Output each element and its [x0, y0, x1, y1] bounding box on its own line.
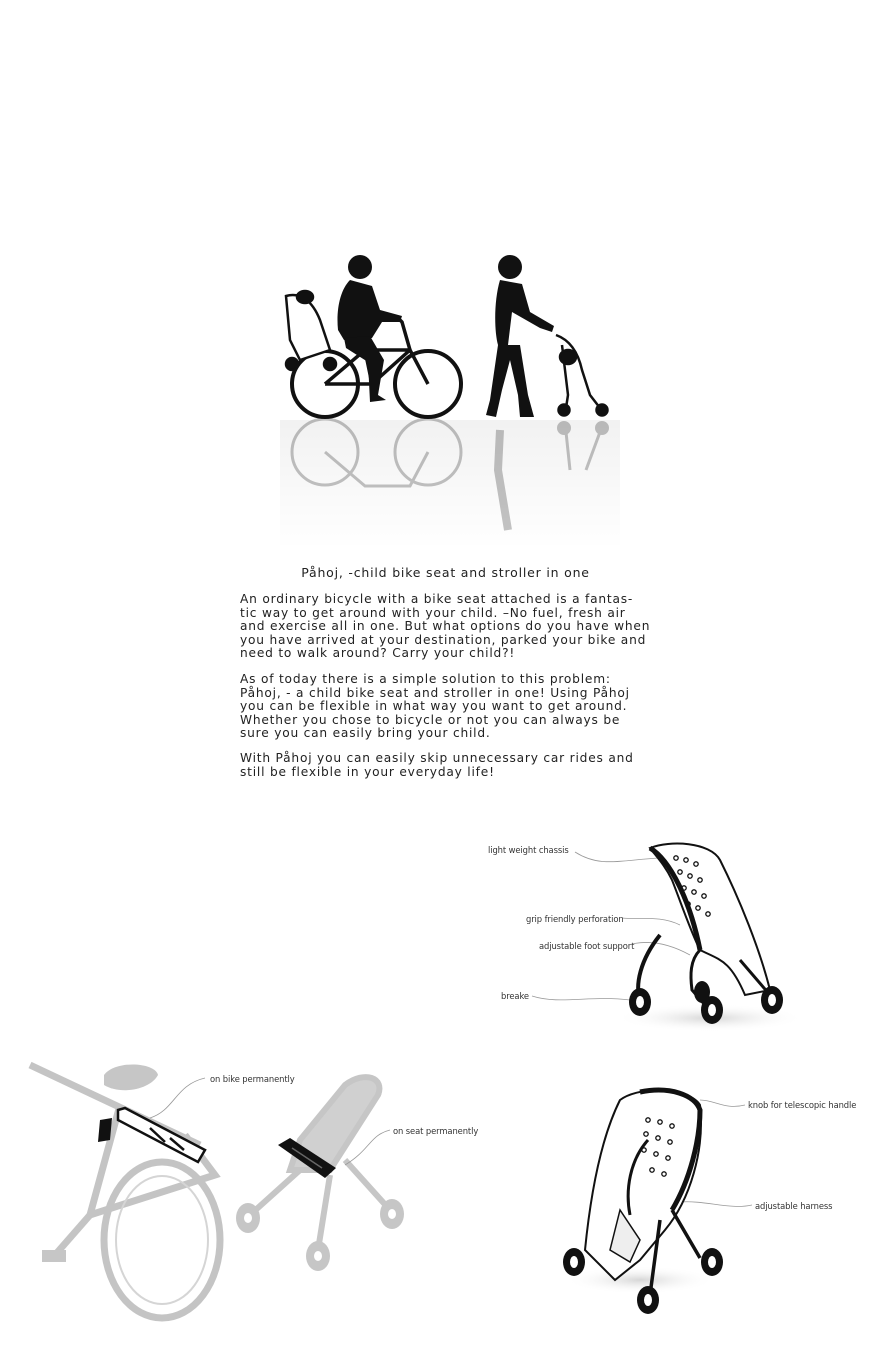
callout-light-weight-chassis: light weight chassis [488, 845, 569, 855]
callout-breake: breake [501, 991, 529, 1001]
callout-grip-friendly-perforation: grip friendly perforation [526, 914, 624, 924]
intro-paragraph: An ordinary bicycle with a bike seat attached is a fantas- tic way to get around with your child. –No fuel, fresh air and exercise all in one. But what options do you have when you have arrived at your destination, parked your bike and need to walk around? Carry your child?! [240, 592, 651, 661]
callout-adjustable-harness: adjustable harness [755, 1201, 833, 1211]
callout-on-seat-permanently: on seat permanently [393, 1126, 479, 1136]
callout-adjustable-foot-support: adjustable foot support [539, 941, 635, 951]
closing-paragraph: With Påhoj you can easily skip unnecessary car rides and still be flexible in your everyday life! [240, 751, 634, 779]
solution-paragraph: As of today there is a simple solution to this problem: Påhoj, - a child bike seat and stroller in one! Using Påhoj you can be flexible in what way you want to get around. Whether you chose to bicycle or not you can always be sure you can easily bring your child. [240, 672, 630, 741]
page-title: Påhoj, -child bike seat and stroller in one [301, 565, 590, 580]
callout-knob-for-telescopic-handle: knob for telescopic handle [748, 1100, 857, 1110]
callout-on-bike-permanently: on bike permanently [210, 1074, 295, 1084]
